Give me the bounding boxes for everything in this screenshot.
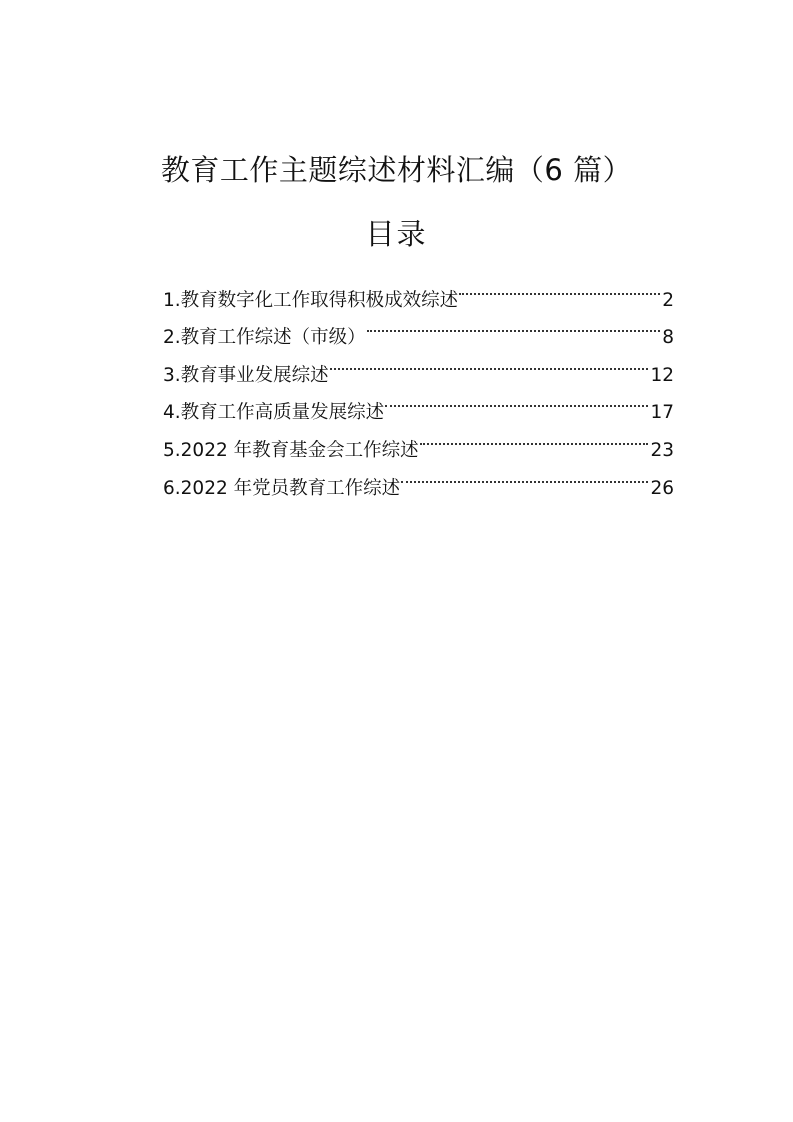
toc-entry-page: 8 [662,327,674,349]
toc-entry-number: 3. [163,364,181,386]
toc-heading: 目录 [365,217,428,251]
toc-entry-title: 2022 年党员教育工作综述 [180,477,401,499]
toc-dot-leader [367,306,661,344]
toc-entry-page: 12 [650,364,674,386]
toc-entry-page: 26 [650,477,674,499]
toc-entry[interactable] [163,268,674,311]
toc-dot-leader [385,381,648,419]
toc-entry-number: 1. [163,289,181,311]
toc-entry-number: 4. [163,402,181,424]
toc-dot-leader [459,268,660,306]
toc-entry-title: 教育工作高质量发展综述 [180,402,385,424]
toc-entry-page: 17 [650,402,674,424]
toc-dot-leader [401,456,648,494]
toc-dot-leader [330,343,649,381]
toc-entry-title: 2022 年教育基金会工作综述 [180,439,419,461]
document-title: 教育工作主题综述材料汇编（6 篇） [160,153,633,187]
toc-entry-number: 2. [163,327,181,349]
toc-entry-number: 6. [163,477,181,499]
toc-entry-title: 教育数字化工作取得积极成效综述 [180,289,459,311]
toc-entry-page: 23 [650,439,674,461]
table-of-contents [163,268,674,499]
toc-entry-title: 教育工作综述（市级） [180,327,366,349]
toc-entry-page: 2 [662,289,674,311]
toc-entry-number: 5. [163,439,181,461]
toc-dot-leader [420,418,649,456]
toc-entry-title: 教育事业发展综述 [180,364,329,386]
